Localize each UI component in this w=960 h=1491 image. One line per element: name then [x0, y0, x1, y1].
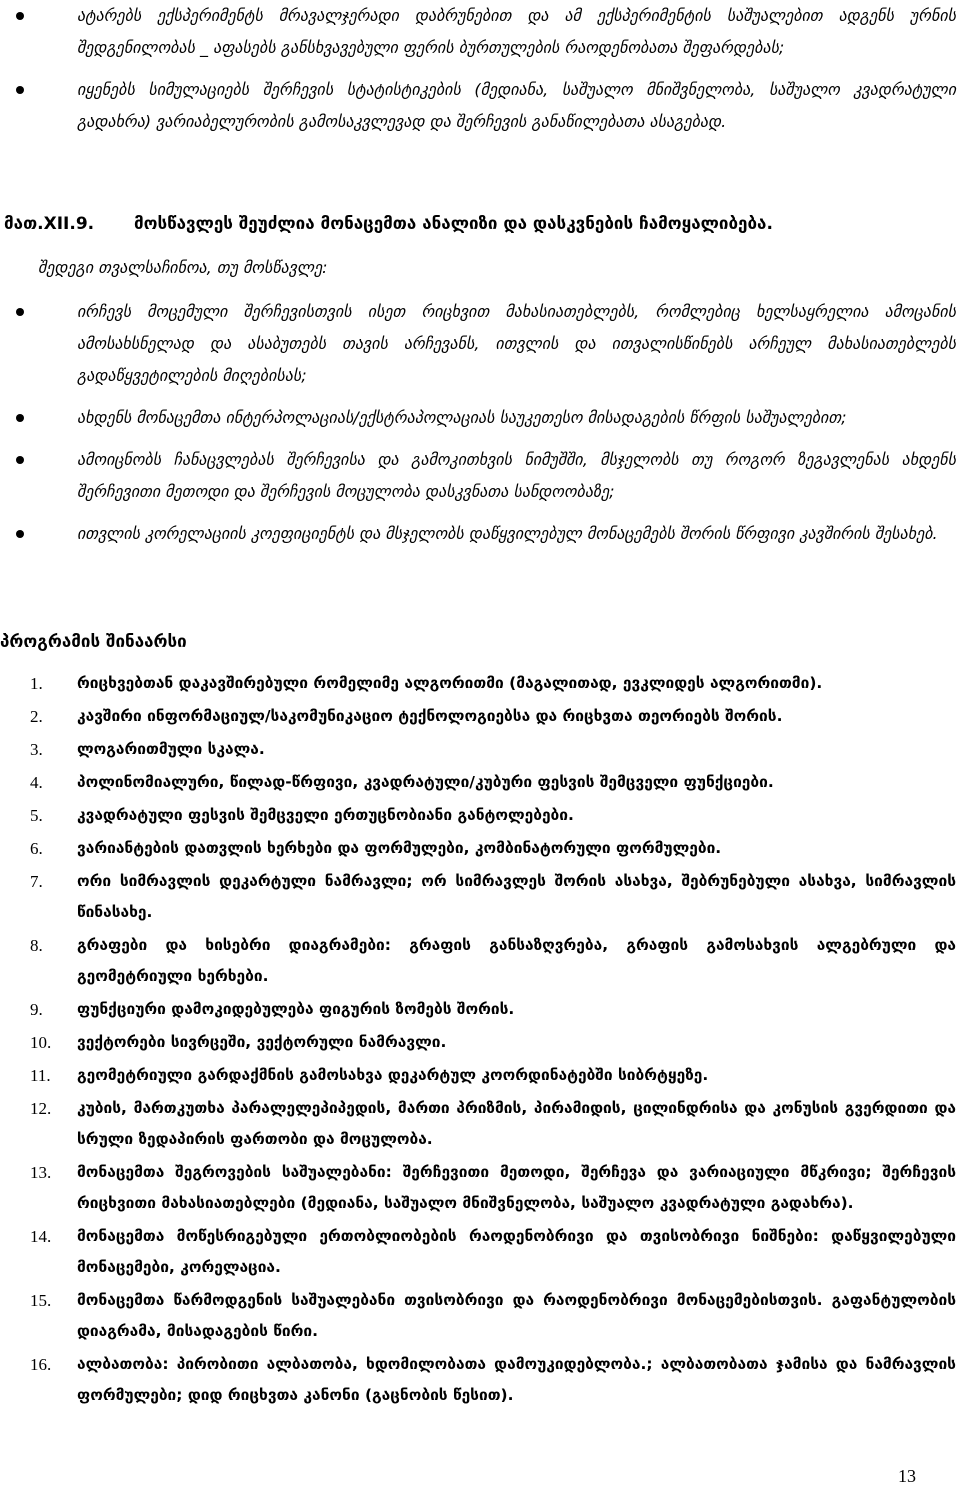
- bullet-icon: [16, 308, 24, 316]
- list-item: [0, 668, 960, 699]
- item-text: ლოგარითმული სკალა.: [77, 740, 265, 758]
- item-number: 13.: [30, 1163, 52, 1182]
- list-item: [0, 1221, 960, 1283]
- result-bullet-list: [0, 296, 960, 560]
- item-text: რიცხვებთან დაკავშირებული რომელიმე ალგორითმი (მაგალითად, ევკლიდეს ალგორითმი).: [77, 674, 823, 692]
- item-text: მონაცემთა წარმოდგენის საშუალებანი თვისობრივი და რაოდენობრივი მონაცემებისთვის. გაფანტულობის დიაგრამა, მისადაგების წირი.: [77, 1291, 956, 1340]
- item-text: ვექტორები სივრცეში, ვექტორული ნამრავლი.: [77, 1033, 447, 1051]
- item-text: მონაცემთა შეგროვების საშუალებანი: შერჩევითი მეთოდი, შერჩევა და ვარიაციული მწკრივი; შერჩევის რიცხვითი მახასიათებლები (მედიანა, საშუალო მნიშვნელობა, საშუალო კვადრატული გადახრა).: [77, 1163, 956, 1212]
- list-item: [0, 1027, 960, 1058]
- item-number: 1.: [30, 674, 43, 693]
- list-item: [0, 1285, 960, 1347]
- bullet-text: ირჩევს მოცემული შერჩევისთვის ისეთ რიცხვით მახასიათებლებს, რომლებიც ხელსაყრელია ამოცანის ამოსახსნელად და ასაბუთებს თავის არჩევანს, ითვლის და ითვალისწინებს არჩეულ მახასიათებლებს გადაწყვეტილების მიღებისას;: [77, 302, 956, 385]
- item-text: ორი სიმრავლის დეკარტული ნამრავლი; ორ სიმრავლეს შორის ასახვა, შებრუნებული ასახვა, სიმრავლის წინასახე.: [77, 872, 956, 921]
- item-text: ვარიანტების დათვლის ხერხები და ფორმულები, კომბინატორული ფორმულები.: [77, 839, 722, 857]
- top-bullet-list: [0, 0, 960, 148]
- item-text: კუბის, მართკუთხა პარალელეპიპედის, მართი პრიზმის, პირამიდის, ცილინდრისა და კონუსის გვერდითი და სრული ზედაპირის ფართობი და მოცულობა.: [77, 1099, 956, 1148]
- item-text: გეომეტრიული გარდაქმნის გამოსახვა დეკარტულ კოორდინატებში სიბრტყეზე.: [77, 1066, 709, 1084]
- list-item: [0, 402, 960, 434]
- bullet-text: ითვლის კორელაციის კოეფიციენტს და მსჯელობს დაწყვილებულ მონაცემებს შორის წრფივი კავშირის შესახებ.: [77, 524, 938, 543]
- list-item: [0, 930, 960, 992]
- item-text: ფუნქციური დამოკიდებულება ფიგურის ზომებს შორის.: [77, 1000, 515, 1018]
- list-item: [0, 296, 960, 392]
- list-item: [0, 74, 960, 138]
- item-text: გრაფები და ხისებრი დიაგრამები: გრაფის განსაზღვრება, გრაფის გამოსახვის ალგებრული და გეომეტრიული ხერხები.: [77, 936, 956, 985]
- item-text: კვადრატული ფესვის შემცველი ერთუცნობიანი განტოლებები.: [77, 806, 574, 824]
- list-item: [0, 1060, 960, 1091]
- list-item: [0, 1349, 960, 1411]
- bullet-text: ატარებს ექსპერიმენტს მრავალჯერადი დაბრუნებით და ამ ექსპერიმენტის საშუალებით ადგენს ურნის შედგენილობას _ აფასებს განსხვავებული ფერის ბურთულების რაოდენობათა შეფარდებას;: [77, 6, 956, 57]
- bullet-text: ახდენს მონაცემთა ინტერპოლაციას/ექსტრაპოლაციას საუკეთესო მისადაგების წრფის საშუალებით;: [77, 408, 847, 427]
- list-item: [0, 1157, 960, 1219]
- item-number: 11.: [30, 1066, 51, 1085]
- list-item: [0, 0, 960, 64]
- item-number: 14.: [30, 1227, 52, 1246]
- bullet-icon: [16, 414, 24, 422]
- section-code: მათ.XII.9.: [4, 214, 95, 234]
- list-item: [0, 701, 960, 732]
- item-number: 2.: [30, 707, 43, 726]
- bullet-text: ამოიცნობს ჩანაცვლებას შერჩევისა და გამოკითხვის ნიმუშში, მსჯელობს თუ როგორ ზეგავლენას ახდენს შერჩევითი მეთოდი და შერჩევის მოცულობა დასკვნათა სანდოობაზე;: [77, 450, 956, 501]
- list-item: [0, 994, 960, 1025]
- item-number: 16.: [30, 1355, 52, 1374]
- list-item: [0, 767, 960, 798]
- item-text: მონაცემთა მოწესრიგებული ერთობლიობების რაოდენობრივი და თვისობრივი ნიშნები: დაწყვილებული მონაცემები, კორელაცია.: [77, 1227, 956, 1276]
- page-number: 13: [898, 1466, 916, 1486]
- item-text: პოლინომიალური, წილად-წრფივი, კვადრატული/კუბური ფესვის შემცველი ფუნქციები.: [77, 773, 774, 791]
- item-number: 6.: [30, 839, 43, 858]
- list-item: [0, 1093, 960, 1155]
- program-content-list: [0, 668, 960, 1413]
- item-number: 12.: [30, 1099, 52, 1118]
- bullet-icon: [16, 530, 24, 538]
- section-title: მოსწავლეს შეუძლია მონაცემთა ანალიზი და დასკვნების ჩამოყალიბება.: [134, 214, 773, 234]
- program-content-heading: პროგრამის შინაარსი: [0, 632, 187, 652]
- item-text: კავშირი ინფორმაციულ/საკომუნიკაციო ტექნოლოგიებსა და რიცხვთა თეორიებს შორის.: [77, 707, 783, 725]
- item-number: 5.: [30, 806, 43, 825]
- item-number: 3.: [30, 740, 43, 759]
- bullet-icon: [16, 86, 24, 94]
- bullet-icon: [16, 456, 24, 464]
- list-item: [0, 800, 960, 831]
- item-number: 7.: [30, 872, 43, 891]
- result-intro: შედეგი თვალსაჩინოა, თუ მოსწავლე:: [38, 258, 328, 277]
- item-number: 4.: [30, 773, 43, 792]
- list-item: [0, 444, 960, 508]
- list-item: [0, 518, 960, 550]
- item-number: 9.: [30, 1000, 43, 1019]
- item-text: ალბათობა: პირობითი ალბათობა, ხდომილობათა დამოუკიდებლობა.; ალბათობათა ჯამისა და ნამრავლის ფორმულები; დიდ რიცხვთა კანონი (გაცნობის წესით).: [77, 1355, 956, 1404]
- list-item: [0, 734, 960, 765]
- section-heading: [4, 214, 773, 234]
- bullet-text: იყენებს სიმულაციებს შერჩევის სტატისტიკების (მედიანა, საშუალო მნიშვნელობა, საშუალო კვადრატული გადახრა) ვარიაბელურობის გამოსაკვლევად და შერჩევის განაწილებათა ასაგებად.: [77, 80, 956, 131]
- item-number: 8.: [30, 936, 43, 955]
- list-item: [0, 833, 960, 864]
- bullet-icon: [16, 12, 24, 20]
- item-number: 10.: [30, 1033, 52, 1052]
- item-number: 15.: [30, 1291, 52, 1310]
- list-item: [0, 866, 960, 928]
